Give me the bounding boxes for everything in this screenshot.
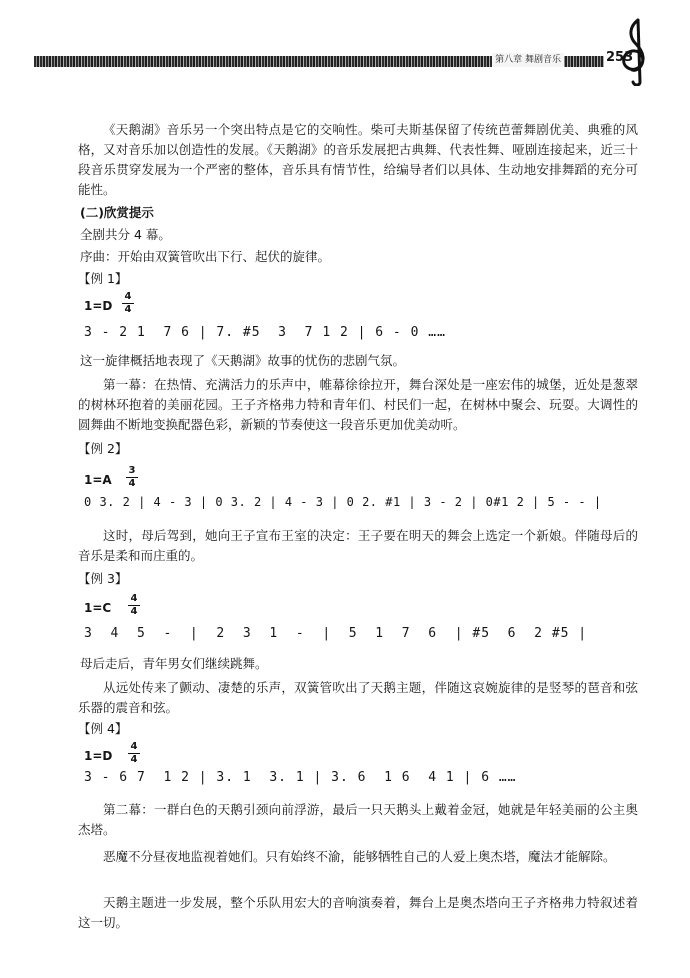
example-3-meter: 4 4 xyxy=(128,594,140,617)
example-2-meter: 3 4 xyxy=(126,466,138,489)
paragraph-intro: 《天鹅湖》音乐另一个突出特点是它的交响性。柴可夫斯基保留了传统芭蕾舞剧优美、典雅的风格，又对音乐加以创造性的发展。《天鹅湖》的音乐发展把古典舞、代表性舞、哑剧连接起来，近三十段音乐贯穿发展为一个严密的整体，音乐具有情节性，给编导者们以具体、生动地安排舞蹈的充分可能性。 xyxy=(78,122,638,197)
example-4-label: 【例 4】 xyxy=(78,721,128,736)
example-2-label: 【例 2】 xyxy=(78,441,128,456)
example-3-label: 【例 3】 xyxy=(78,571,128,586)
example-4-key: 1=D xyxy=(84,749,113,763)
paragraph-act-1: 第一幕：在热情、充满活力的乐声中，帷幕徐徐拉开，舞台深处是一座宏伟的城堡，近处是葱翠的树林环抱着的美丽花园。王子齐格弗力特和青年们、村民们一起，在树林中聚会、玩耍。大调性的圆舞曲不断地变换配器色彩，新颖的节奏使这一段音乐更加优美动听。 xyxy=(78,377,638,432)
running-header-chapter: 第八章 舞剧音乐 xyxy=(492,53,564,67)
paragraph-after-example-1: 这一旋律概括地表现了《天鹅湖》故事的忧伤的悲剧气氛。 xyxy=(80,353,406,368)
paragraph-demon: 恶魔不分昼夜地监视着她们。只有始终不渝，能够牺牲自己的人爱上奥杰塔，魔法才能解除。 xyxy=(103,849,616,864)
example-1-key: 1=D xyxy=(84,299,113,313)
example-1-label: 【例 1】 xyxy=(78,271,128,286)
example-3-key: 1=C xyxy=(84,601,112,615)
example-4-meter: 4 4 xyxy=(128,742,140,765)
example-1-notation: 3 - 2 1 7 6 | 7. #5 3 7 1 2 | 6 - 0 …… xyxy=(84,325,446,340)
paragraph-develop: 天鹅主题进一步发展，整个乐队用宏大的音响演奏着，舞台上是奥杰塔向王子齐格弗力特叙述着这一切。 xyxy=(78,895,638,930)
example-4-notation: 3 - 6 7 1 2 | 3. 1 3. 1 | 3. 6 1 6 4 1 | 6 …… xyxy=(84,770,517,785)
example-2-key: 1=A xyxy=(84,473,112,487)
section-title: (二)欣赏提示 xyxy=(80,205,154,220)
paragraph-swan-theme: 从远处传来了颤动、凄楚的乐声，双簧管吹出了天鹅主题，伴随这哀婉旋律的是竖琴的琶音和弦乐器的震音和弦。 xyxy=(78,680,638,715)
paragraph-after-example-2: 这时，母后驾到，她向王子宣布王室的决定：王子要在明天的舞会上选定一个新娘。伴随母后的音乐是柔和而庄重的。 xyxy=(78,528,638,563)
example-3-notation: 3 4 5 - | 2 3 1 - | 5 1 7 6 | #5 6 2 #5 | xyxy=(84,626,588,641)
paragraph-act-2: 第二幕：一群白色的天鹅引颈向前浮游，最后一只天鹅头上戴着金冠，她就是年轻美丽的公主奥杰塔。 xyxy=(78,802,638,837)
paragraph-after-example-3: 母后走后，青年男女们继续跳舞。 xyxy=(80,656,268,671)
page-number: 253 xyxy=(606,50,634,65)
running-header-bar xyxy=(34,56,604,67)
paragraph-acts-total: 全剧共分 4 幕。 xyxy=(80,227,171,242)
paragraph-prelude: 序曲：开始由双簧管吹出下行、起伏的旋律。 xyxy=(80,249,331,264)
example-1-meter: 4 4 xyxy=(122,292,134,315)
example-2-notation: 0 3. 2 | 4 - 3 | 0 3. 2 | 4 - 3 | 0 2. #1 | 3 - 2 | 0#1 2 | 5 - - | xyxy=(84,495,602,509)
